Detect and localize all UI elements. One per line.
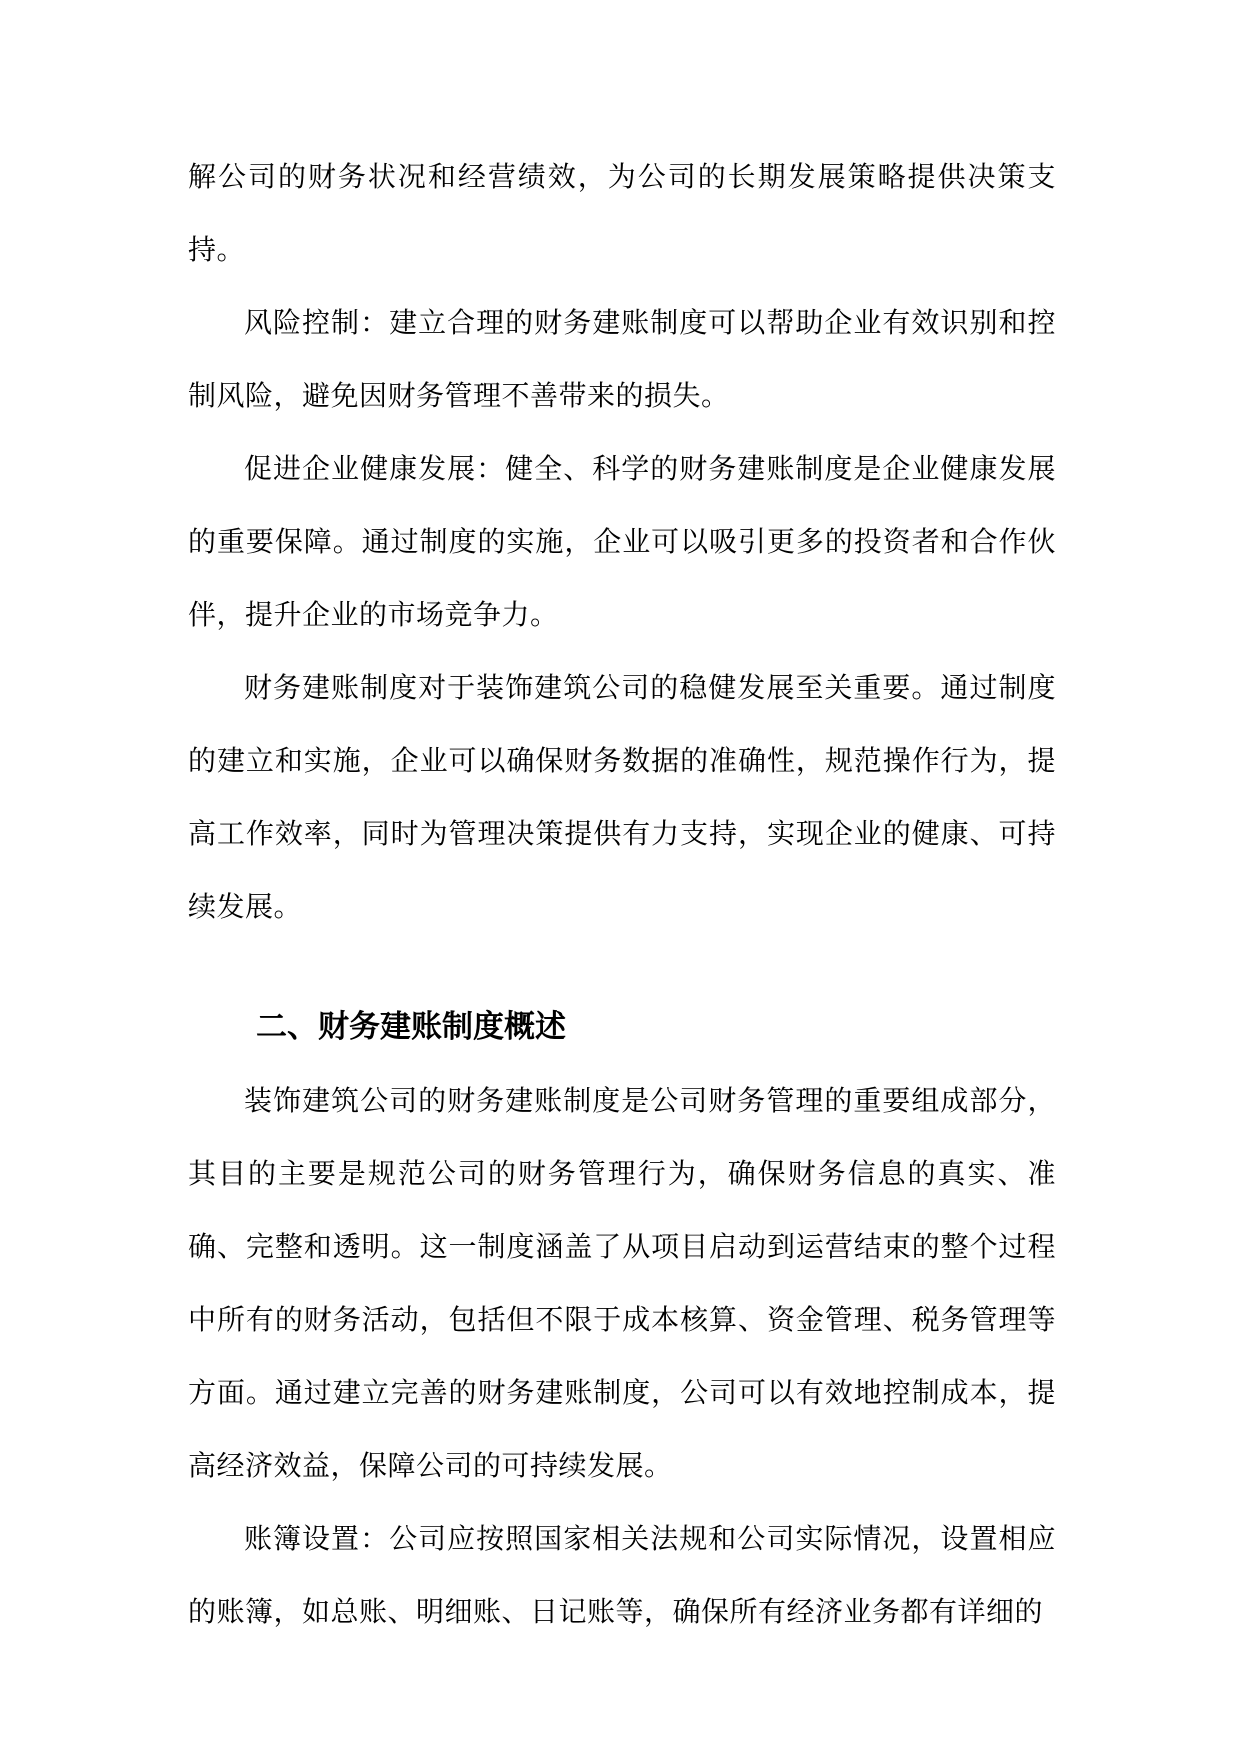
paragraph-risk-control: 风险控制：建立合理的财务建账制度可以帮助企业有效识别和控制风险，避免因财务管理不善带来的损失。 <box>188 306 1056 412</box>
paragraph-ledger-setup: 账簿设置：公司应按照国家相关法规和公司实际情况，设置相应的账簿，如总账、明细账、日记账等，确保所有经济业务都有详细的 <box>188 1522 1056 1628</box>
document-body <box>188 140 1056 1648</box>
paragraph-summary: 财务建账制度对于装饰建筑公司的稳健发展至关重要。通过制度的建立和实施，企业可以确保财务数据的准确性，规范操作行为，提高工作效率，同时为管理决策提供有力支持，实现企业的健康、可持续发展。 <box>188 671 1056 923</box>
paragraph-healthy-development: 促进企业健康发展：健全、科学的财务建账制度是企业健康发展的重要保障。通过制度的实施，企业可以吸引更多的投资者和合作伙伴，提升企业的市场竞争力。 <box>188 452 1056 631</box>
section-heading: 二、财务建账制度概述 <box>256 1009 566 1045</box>
paragraph-continuation: 解公司的财务状况和经营绩效，为公司的长期发展策略提供决策支持。 <box>188 160 1056 266</box>
paragraph-overview: 装饰建筑公司的财务建账制度是公司财务管理的重要组成部分，其目的主要是规范公司的财务管理行为，确保财务信息的真实、准确、完整和透明。这一制度涵盖了从项目启动到运营结束的整个过程中所有的财务活动，包括但不限于成本核算、资金管理、税务管理等方面。通过建立完善的财务建账制度，公司可以有效地控制成本，提高经济效益，保障公司的可持续发展。 <box>188 1084 1056 1482</box>
